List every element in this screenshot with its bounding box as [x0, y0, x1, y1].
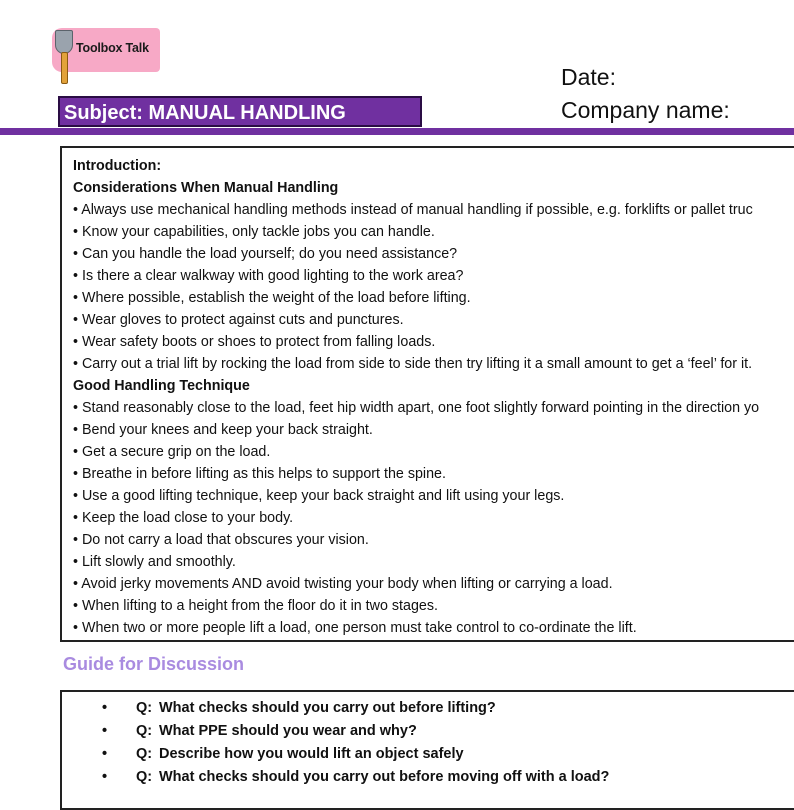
question-text: What checks should you carry out before lifting?: [159, 700, 496, 716]
question-prefix: Q:: [136, 723, 153, 739]
header-divider: [0, 128, 794, 135]
subject-banner: [58, 96, 422, 127]
questions-panel: [60, 690, 794, 810]
bullet-item: • Wear safety boots or shoes to protect from falling loads.: [73, 334, 436, 350]
bullet-item: • Keep the load close to your body.: [73, 510, 294, 526]
bullet-icon: •: [102, 700, 108, 716]
discussion-question: [62, 723, 794, 746]
bullet-item: • Can you handle the load yourself; do you need assistance?: [73, 246, 458, 262]
discussion-question: [62, 700, 794, 723]
bullet-item: • Stand reasonably close to the load, feet hip width apart, one foot slightly forward pointing in the direction yo: [73, 400, 760, 416]
bullet-item: • Where possible, establish the weight of the load before lifting.: [73, 290, 471, 306]
date-label: Date:: [561, 64, 616, 90]
bullet-item: • Know your capabilities, only tackle jobs you can handle.: [73, 224, 435, 240]
bullet-icon: •: [102, 746, 108, 762]
question-text: Describe how you would lift an object safely: [159, 746, 464, 762]
subject-title: Subject: MANUAL HANDLING: [64, 102, 346, 124]
bullet-item: • When lifting to a height from the floor do it in two stages.: [73, 598, 438, 614]
section-heading: Introduction:: [73, 158, 162, 174]
toolbox-talk-logo: [52, 28, 160, 72]
shovel-handle-icon: [61, 52, 68, 84]
bullet-item: • Avoid jerky movements AND avoid twisting your body when lifting or carrying a load.: [73, 576, 613, 592]
shovel-icon: [55, 30, 73, 54]
company-name-label: Company name:: [561, 97, 730, 123]
question-text: What PPE should you wear and why?: [159, 723, 417, 739]
section-heading: Good Handling Technique: [73, 378, 250, 394]
bullet-item: • Get a secure grip on the load.: [73, 444, 271, 460]
content-panel: [60, 146, 794, 642]
bullet-item: • Do not carry a load that obscures your vision.: [73, 532, 369, 548]
bullet-item: • Lift slowly and smoothly.: [73, 554, 236, 570]
bullet-item: • Always use mechanical handling methods instead of manual handling if possible, e.g. forklifts or pallet truc: [73, 202, 753, 218]
section-heading: Considerations When Manual Handling: [73, 180, 339, 196]
bullet-item: • Use a good lifting technique, keep your back straight and lift using your legs.: [73, 488, 565, 504]
bullet-item: • Breathe in before lifting as this helps to support the spine.: [73, 466, 446, 482]
question-prefix: Q:: [136, 746, 153, 762]
question-prefix: Q:: [136, 700, 153, 716]
logo-text: Toolbox Talk: [76, 41, 149, 55]
bullet-item: • Carry out a trial lift by rocking the load from side to side then try lifting it a small amount to get a ‘feel’ for it.: [73, 356, 753, 372]
bullet-item: • Is there a clear walkway with good lighting to the work area?: [73, 268, 464, 284]
content-lines: [73, 155, 794, 639]
bullet-item: • Bend your knees and keep your back straight.: [73, 422, 373, 438]
question-text: What checks should you carry out before moving off with a load?: [159, 769, 610, 785]
bullet-icon: •: [102, 723, 108, 739]
bullet-item: • When two or more people lift a load, one person must take control to co-ordinate the lift.: [73, 620, 637, 636]
discussion-question: [62, 746, 794, 769]
discussion-question: [62, 769, 794, 792]
bullet-icon: •: [102, 769, 108, 785]
discussion-title: Guide for Discussion: [63, 654, 245, 674]
question-prefix: Q:: [136, 769, 153, 785]
bullet-item: • Wear gloves to protect against cuts and punctures.: [73, 312, 404, 328]
